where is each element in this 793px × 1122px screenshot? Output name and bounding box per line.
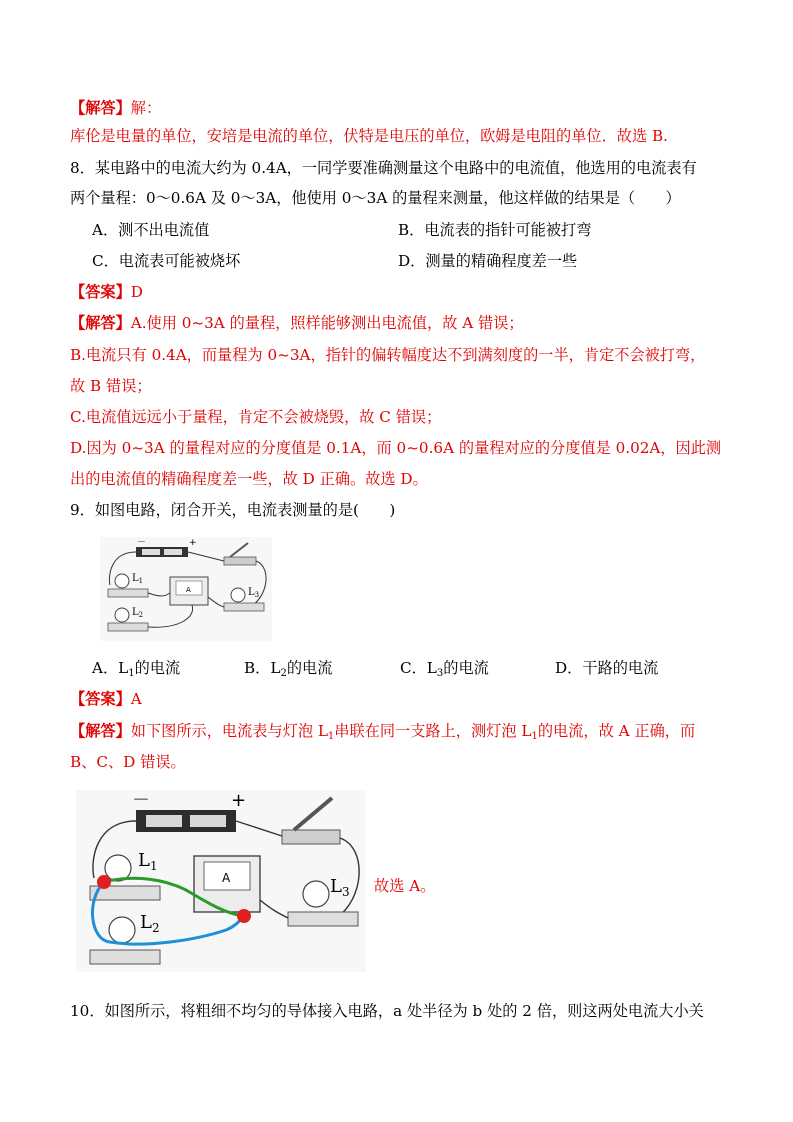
- battery-minus-label: －: [137, 538, 147, 548]
- explanation-tag: 【解答】: [70, 99, 131, 117]
- question-8-line-1: 8．某电路中的电流大约为 0.4A，一同学要准确测量这个电路中的电流值，他选用的电流表有: [70, 159, 697, 177]
- question-9: 9．如图电路，闭合开关，电流表测量的是( ): [70, 501, 396, 519]
- circuit-figure-small: [100, 537, 272, 641]
- q9-option-d: D．干路的电流: [555, 659, 659, 677]
- q9-option-a: A．$L_1$的电流: [92, 659, 181, 679]
- q9-explanation-line-2: B、C、D 错误。: [70, 753, 186, 771]
- answer-value: A: [130, 690, 142, 708]
- l1-label: $L_1$: [132, 573, 144, 585]
- q8-option-c: C．电流表可能被烧坏: [92, 252, 241, 270]
- q8-option-b: B．电流表的指针可能被打弯: [398, 221, 592, 239]
- ammeter-label: A: [222, 871, 231, 885]
- answer-explanation-header: [70, 97, 730, 119]
- q8-explanation-line-2: B.电流只有 0.4A，而量程为 0~3A，指针的偏转幅度达不到满刻度的一半，肯定不会被打弯，: [70, 346, 706, 364]
- battery-minus-label: －: [132, 790, 150, 811]
- annotated-circuit-diagram: [76, 790, 366, 972]
- q9-answer: [70, 688, 730, 710]
- q8-explanation-line-6: 出的电流值的精确程度差一些，故 D 正确。故选 D。: [70, 470, 428, 488]
- q8-explanation-line-1: [70, 312, 730, 334]
- circuit-diagram: [100, 537, 272, 641]
- node-right: [237, 909, 251, 923]
- circuit-figure-annotated: [76, 790, 366, 972]
- battery-plus-label: +: [231, 790, 247, 811]
- ammeter-label: A: [186, 586, 191, 594]
- q8-explanation-line-3: 故 B 错误；: [70, 377, 152, 395]
- q9-option-b: B．$L_2$的电流: [244, 659, 333, 679]
- q8-explanation-line-4: C.电流值远远小于量程，肯定不会被烧毁，故 C 错误；: [70, 408, 442, 426]
- explanation-tag: 【解答】: [70, 314, 131, 332]
- q9-explanation-line-1: 【解答】如下图所示，电流表与灯泡 $L_1$串联在同一支路上，测灯泡 $L_1$的电流，故 A 正确，而: [70, 722, 696, 742]
- question-8-line-2: 两个量程：0～0.6A 及 0～3A，他使用 0～3A 的量程来测量，他这样做的结果是（ ）: [70, 189, 681, 207]
- battery-plus-label: +: [189, 538, 197, 548]
- explanation-text: 库伦是电量的单位，安培是电流的单位，伏特是电压的单位，欧姆是电阻的单位．故选 B.: [70, 127, 668, 145]
- q8-option-d: D．测量的精确程度差一些: [398, 252, 578, 270]
- q9-option-c: C．$L_3$的电流: [400, 659, 489, 679]
- explanation-lead: 解：: [130, 99, 162, 117]
- figure-caption: 故选 A。: [374, 877, 436, 895]
- l2-label: $L_2$: [132, 607, 144, 619]
- l3-label: $L_3$: [248, 587, 260, 599]
- l1-label: $L_1$: [138, 850, 158, 873]
- l3-label: $L_3$: [330, 876, 350, 899]
- question-10: 10．如图所示，将粗细不均匀的导体接入电路，a 处半径为 b 处的 2 倍，则这两处电流大小关: [70, 1002, 704, 1020]
- explanation-tag: 【解答】: [70, 722, 131, 740]
- q8-explanation-line-5: D.因为 0~3A 的量程对应的分度值是 0.1A，而 0~0.6A 的量程对应的分度值是 0.02A，因此测: [70, 439, 722, 457]
- l2-label: $L_2$: [140, 912, 160, 935]
- node-left: [97, 875, 111, 889]
- answer-value: D: [130, 283, 143, 301]
- answer-tag: 【答案】: [70, 283, 131, 301]
- q8-answer: [70, 281, 730, 303]
- answer-tag: 【答案】: [70, 690, 131, 708]
- q8-option-a: A．测不出电流值: [92, 221, 210, 239]
- explanation-text: A.使用 0~3A 的量程，照样能够测出电流值，故 A 错误；: [130, 314, 524, 332]
